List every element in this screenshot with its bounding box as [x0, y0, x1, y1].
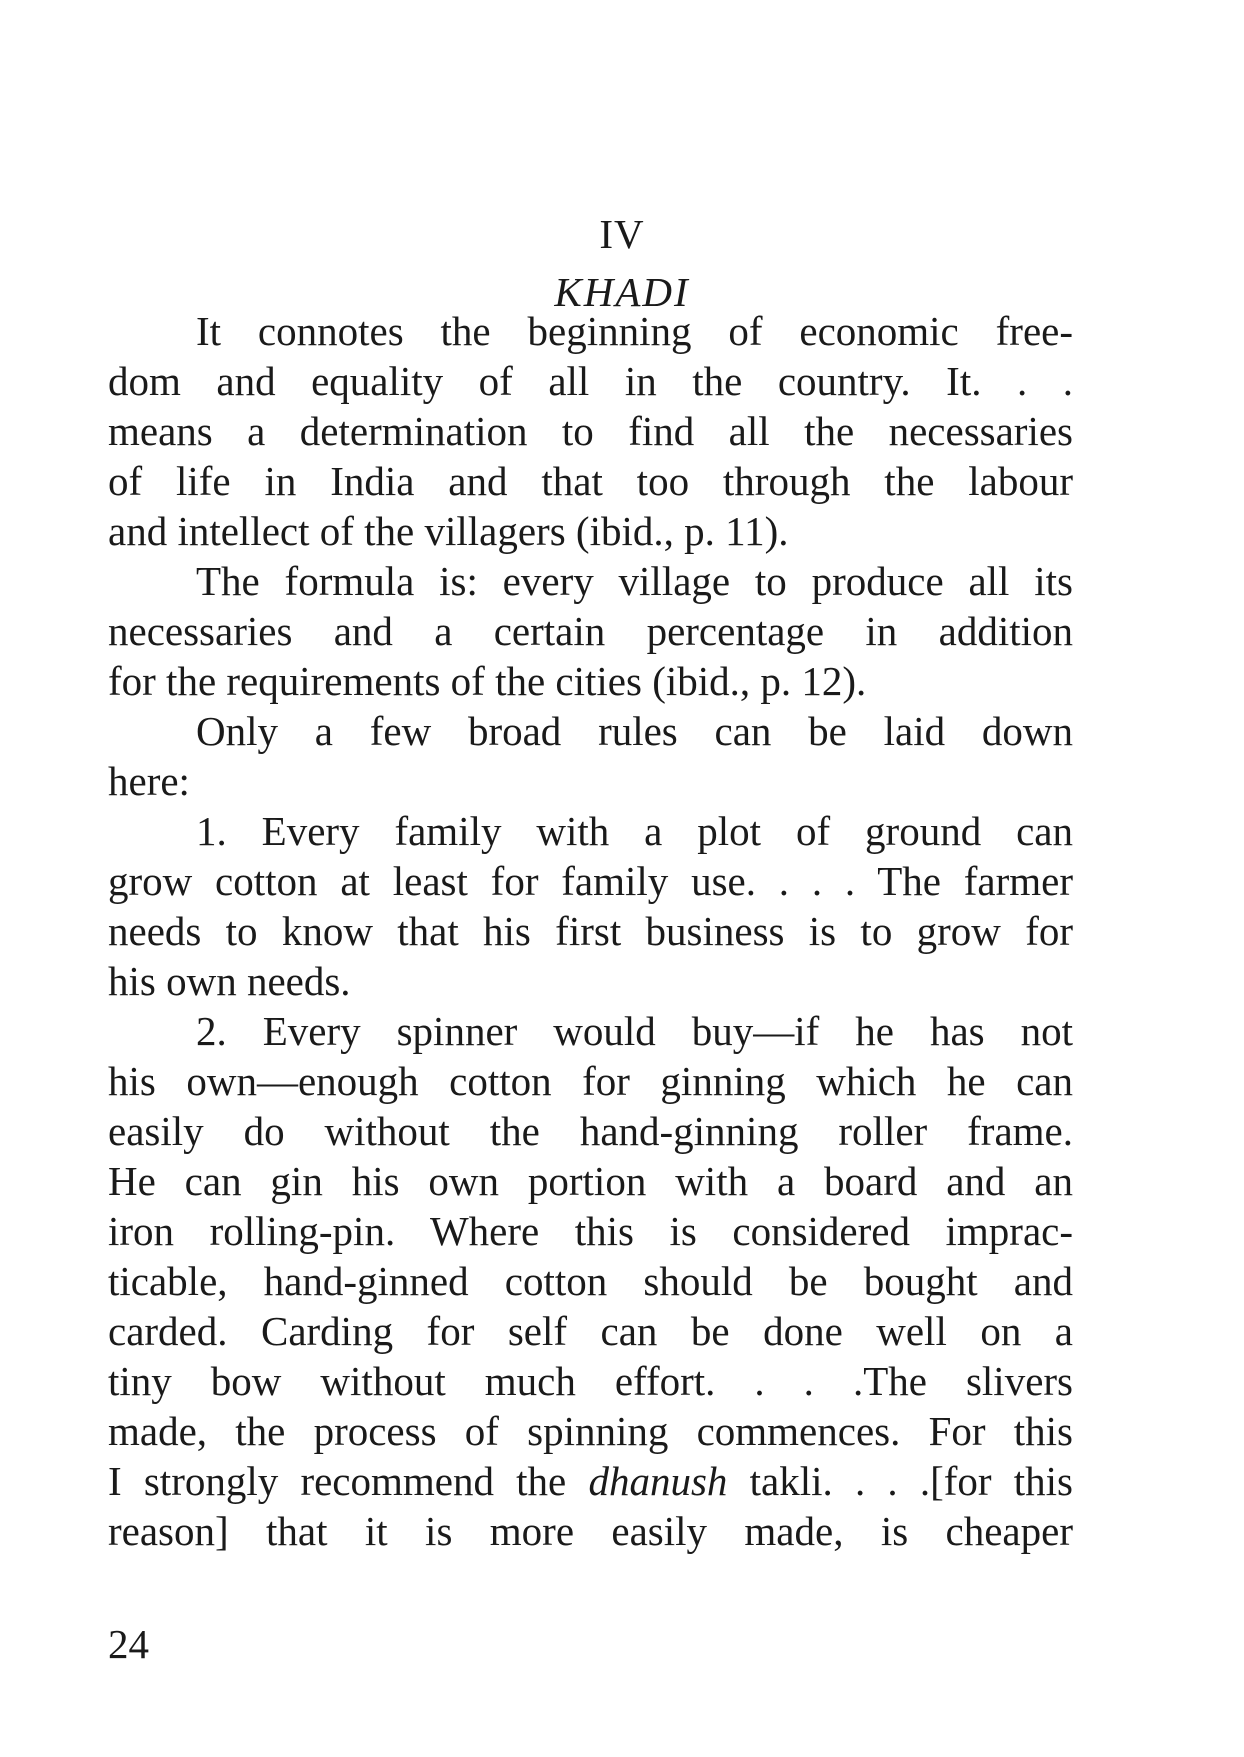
text-line: his own—enough cotton for ginning which he can [108, 1058, 1073, 1104]
text-line [108, 1456, 1073, 1506]
text-line: needs to know that his first business is to grow for [108, 908, 1073, 954]
text-line: The formula is: every village to produce all its [196, 558, 1073, 604]
text-line: ticable, hand-ginned cotton should be bought and [108, 1258, 1073, 1304]
line-text-after: takli. . . .[for this [727, 1458, 1073, 1504]
text-line: reason] that it is more easily made, is cheaper [108, 1508, 1073, 1554]
text-line: easily do without the hand-ginning roller frame. [108, 1108, 1073, 1154]
text-line: and intellect of the villagers (ibid., p. 11). [108, 508, 789, 554]
chapter-number: IV [599, 211, 645, 257]
text-line: for the requirements of the cities (ibid., p. 12). [108, 658, 867, 704]
emphasized-word: dhanush [588, 1458, 728, 1504]
line-text-before: I strongly recommend the [108, 1458, 589, 1504]
text-line: Only a few broad rules can be laid down [196, 708, 1073, 754]
text-line: iron rolling-pin. Where this is considered imprac- [108, 1208, 1073, 1254]
text-line: grow cotton at least for family use. . . . The farmer [108, 858, 1073, 904]
text-line: 1. Every family with a plot of ground can [196, 808, 1073, 854]
page-number: 24 [108, 1621, 149, 1667]
text-line: necessaries and a certain percentage in addition [108, 608, 1073, 654]
text-line: his own needs. [108, 958, 351, 1004]
text-line: carded. Carding for self can be done well on a [108, 1308, 1073, 1354]
text-line: here: [108, 758, 190, 804]
text-line: He can gin his own portion with a board and an [108, 1158, 1073, 1204]
text-line: 2. Every spinner would buy—if he has not [196, 1008, 1073, 1054]
text-line: made, the process of spinning commences. For this [108, 1408, 1073, 1454]
text-line: means a determination to find all the necessaries [108, 408, 1073, 454]
text-line: dom and equality of all in the country. It. . . [108, 358, 1073, 404]
text-line: of life in India and that too through the labour [108, 458, 1073, 504]
text-line: tiny bow without much effort. . . .The slivers [108, 1358, 1073, 1404]
chapter-title: KHADI [554, 269, 690, 315]
text-line: It connotes the beginning of economic free- [196, 308, 1073, 354]
